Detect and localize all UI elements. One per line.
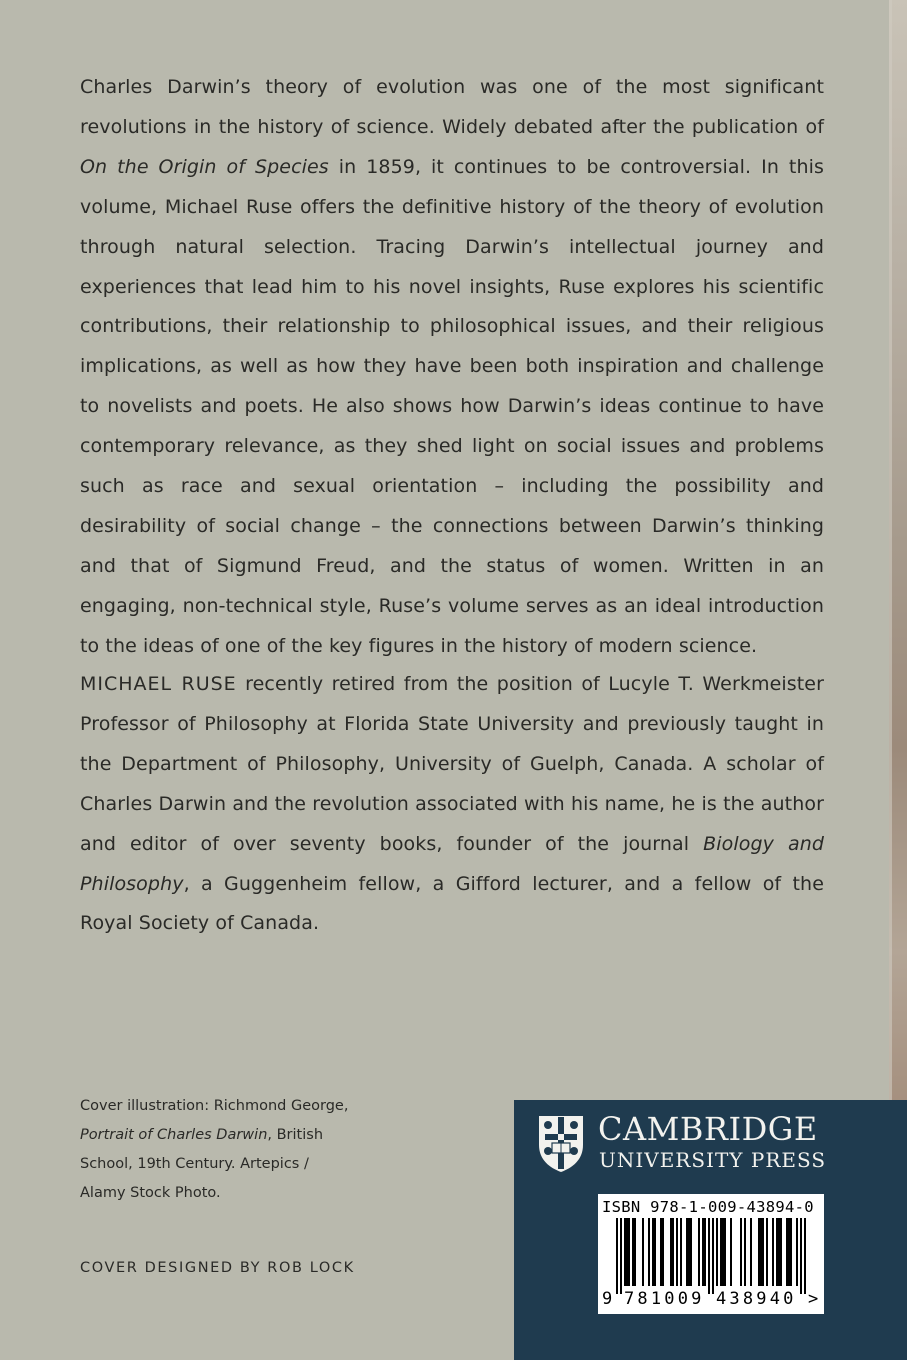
barcode-bar — [744, 1218, 746, 1286]
credit-line-4: Alamy Stock Photo. — [80, 1185, 221, 1201]
cambridge-crest-icon — [536, 1113, 586, 1173]
barcode-left-group: 781009 — [624, 1289, 705, 1309]
barcode-bar — [730, 1218, 732, 1286]
barcode-bar — [642, 1218, 644, 1286]
blurb-text-2: in 1859, it continues to be controversial. In this volume, Michael Ruse offers the definitive history of the theory of evolution through natural selection. Tracing Darwin’s intellectual journey and experiences that lead him to his novel insights, Ruse explores his scientific contributions, their relationship to philosophical issues, and their religious implications, as well as how they have been both inspiration and challenge to novelists and poets. He also shows how Darwin’s ideas continue to have contemporary relevance, as they shed light on social issues and problems such as race and sexual orientation – including the possibility and desirability of social change – the connections between Darwin’s thinking and that of Sigmund Freud, and the status of women. Written in an engaging, non-technical style, Ruse’s volume serves as an ideal introduction to the ideas of one of the key figures in the history of modern science. — [80, 155, 824, 657]
barcode-arrow: > — [808, 1289, 819, 1309]
barcode-bar — [672, 1218, 674, 1286]
barcode-bar — [702, 1218, 704, 1286]
barcode-bar — [680, 1218, 682, 1286]
barcode-bar — [628, 1218, 630, 1286]
barcode-right-group: 438940 — [716, 1289, 797, 1309]
barcode-bar — [786, 1218, 788, 1286]
barcode-bar — [660, 1218, 662, 1286]
barcode-bar — [772, 1218, 774, 1286]
barcode-bar — [634, 1218, 636, 1286]
barcode-bar — [750, 1218, 752, 1286]
barcode-bar — [626, 1218, 628, 1286]
author-bio — [80, 665, 824, 944]
barcode-bar — [716, 1218, 718, 1286]
barcode-bar — [762, 1218, 764, 1286]
barcode-bar — [670, 1218, 672, 1286]
credit-line-1: Cover illustration: Richmond George, — [80, 1098, 349, 1114]
bio-text-1: recently retired from the position of Lucyle T. Werkmeister Professor of Philosophy at Florida State University and previously taught in the Department of Philosophy, University of Guelph, Canada. A scholar of Charles Darwin and the revolution associated with his name, he is the author and editor of over seventy books, founder of the journal — [80, 673, 824, 855]
journal-title: Biology and Philosophy — [80, 832, 825, 895]
barcode-first-digit: 9 — [602, 1289, 613, 1309]
barcode-bar — [776, 1218, 778, 1286]
barcode-bar — [758, 1218, 760, 1286]
barcode-bar — [796, 1218, 798, 1286]
barcode-bar — [616, 1218, 618, 1294]
barcode-bar — [704, 1218, 706, 1286]
barcode-bar — [724, 1218, 726, 1286]
barcode-bar — [662, 1218, 664, 1286]
barcode-bar — [686, 1218, 688, 1286]
barcode-bar — [708, 1218, 710, 1294]
credit-line-3: School, 19th Century. Artepics / — [80, 1156, 309, 1172]
barcode-bar — [698, 1218, 700, 1286]
barcode-bar — [688, 1218, 690, 1286]
publisher-box — [514, 1100, 907, 1360]
portrait-title: Portrait of Charles Darwin — [80, 1127, 268, 1143]
barcode-bar — [740, 1218, 742, 1286]
origin-of-species-title: On the Origin of Species — [80, 155, 329, 178]
barcode-bar — [690, 1218, 692, 1286]
barcode-bar — [778, 1218, 780, 1286]
barcode-bar — [722, 1218, 724, 1286]
isbn-barcode — [598, 1194, 824, 1314]
barcode-bar — [804, 1218, 806, 1294]
barcode-bar — [800, 1218, 802, 1294]
barcode-bar — [788, 1218, 790, 1286]
cover-credit — [80, 1092, 380, 1208]
barcode-bar — [790, 1218, 792, 1286]
publisher-name: CAMBRIDGE — [598, 1110, 818, 1148]
barcode-bar — [760, 1218, 762, 1286]
barcode-bar — [648, 1218, 650, 1286]
author-name: MICHAEL RUSE — [80, 673, 237, 695]
credit-line-2: , British — [267, 1127, 324, 1143]
barcode-bar — [624, 1218, 626, 1286]
isbn-label: ISBN 978-1-009-43894-0 — [602, 1198, 814, 1216]
barcode-bar — [712, 1218, 714, 1294]
cover-designer: COVER DESIGNED BY ROB LOCK — [80, 1260, 355, 1276]
blurb-paragraph — [80, 68, 824, 667]
barcode-bars — [598, 1218, 824, 1294]
barcode-bar — [652, 1218, 654, 1286]
barcode-bar — [632, 1218, 634, 1286]
barcode-bar — [766, 1218, 768, 1286]
barcode-bar — [676, 1218, 678, 1286]
blurb-text-1: Charles Darwin’s theory of evolution was one of the most significant revolutions in the history of science. Widely debated after the publication of — [80, 76, 824, 138]
barcode-bar — [780, 1218, 782, 1286]
barcode-digits — [598, 1289, 824, 1313]
bio-text-2: , a Guggenheim fellow, a Gifford lecturer, and a fellow of the Royal Society of Canada. — [80, 872, 824, 935]
barcode-bar — [620, 1218, 622, 1294]
publisher-press: UNIVERSITY PRESS — [599, 1148, 827, 1172]
barcode-bar — [654, 1218, 656, 1286]
barcode-bar — [720, 1218, 722, 1286]
